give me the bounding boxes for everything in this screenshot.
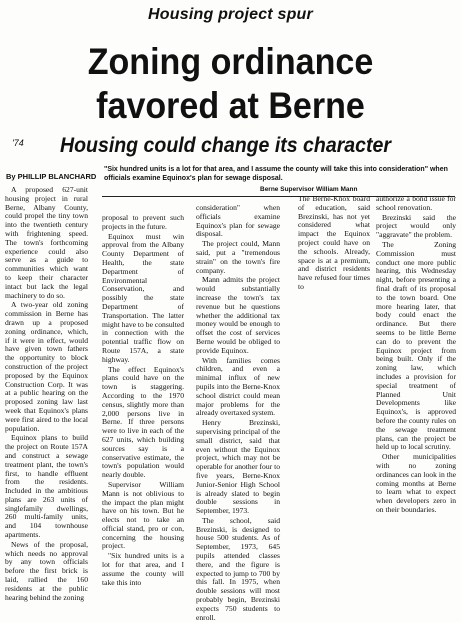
column-2 [102,214,184,587]
paragraph: The Berne-Knox board of education, said Brezinski, has not yet considered what impact the Equinox project could have on the schools. Already, space is at a premium, and district residents have refused four times to [298,194,370,291]
paragraph: A two-year old zoning commission in Berne has drawn up a proposed zoning ordinance, which, if it were in effect, would have given town fathers the opportunity to block construction of the project proposed by the Equinox Construction Corp. It was at a public hearing on the proposed zoning law last week that Equinox's plans were first aired to the local population. [5,300,88,433]
paragraph: The Zoning Commission must conduct one more public hearing, this Wednesday night, before presenting a final draft of its proposal to the town board. One more hearing later, that body could enact the ordinance. But there seems to be little Berne can do to prevent the Equinox project from being built. Only if the zoning law, which includes a provision for special treatment of Planned Unit Developments like Equinox's, is approved before the county rules on the sewage treatment plans, can the project be held up to local scrutiny. [376,239,456,452]
paragraph: Brezinski said the project would only "aggravate" the problem. [376,212,456,240]
handwritten-year-mark: '74 [12,138,24,148]
byline: By PHILLIP BLANCHARD [6,172,97,181]
paragraph: Equinox plans to build the project on Route 157A and construct a sewage treatment plant, the town's first, to handle effluent from the residents. Included in the ambitious plans are 263 units of singlefamily dwellings, 260 multi-family units, and 104 townhouse apartments. [5,433,88,540]
paragraph: Henry Brezinski, supervising principal of the small district, said that even without the Equinox project, which may not be operable for another four to five years, Berne-Knox Junior-Senior High School is already slated to begin double sessions in September, 1973. [196,418,280,516]
paragraph: authorize a bond issue for school renovation. [376,194,456,212]
paragraph: The project could, Mann said, put a "tremendous strain" on the town's fire company. [196,239,280,275]
paragraph: "Six hundred units is a lot for that area, and I assume the county will take this into [102,551,184,587]
paragraph: consideration" when officials examine Equinox's plan for sewage disposal. [196,203,280,239]
deck-headline: Housing could change its character [60,134,392,157]
paragraph: With families comes children, and even a minimal influx of new pupils into the Berne-Knox school district could mean major problems for the already overtaxed system. [196,355,280,418]
column-3 [196,204,280,622]
kicker: Housing project spur [148,6,313,23]
headline-line-1: Zoning ordinance [87,41,374,82]
paragraph: The effect Equinox's plans could have on the town is staggering. According to the 1970 census, slightly more than 2,000 persons live in Berne. If three persons were to live in each of the 627 units, which building sources say is a conservative estimate, the town's population would nearly double. [102,364,184,480]
paragraph: proposal to prevent such projects in the future. [102,213,184,231]
headline-line-2: favored at Berne [96,85,365,126]
column-5 [376,195,456,515]
paragraph: Other municipalities with no zoning ordinances can look in the coming months at Berne to learn what to expect when developers zero in on their boundaries. [376,452,456,514]
paragraph: Equinox must win approval from the Albany County Department of Health, the state Department of Environmental Conservation, and possibly the state Department of Transportation. The latter might have to be consulted in connection with the potential traffic flow on Route 157A, a state highway. [102,231,184,364]
pull-quote: "Six hundred units is a lot for that area, and I assume the county will take this into consideration" when officials examine Equinox's plan for sewage disposal. [104,166,448,182]
column-1 [5,186,88,602]
column-4 [298,195,370,292]
pull-quote-attribution: Berne Supervisor William Mann [260,186,358,193]
paragraph: Supervisor William Mann is not oblivious to the impact the plan might have on his town. But he elects not to take an official stand, pro or con, concerning the housing project. [102,479,184,551]
paragraph: Mann admits the project would substantially increase the town's tax revenue but he questions whether the additional tax money would be enough to offset the cost of services Berne would be obliged to provide Equinox. [196,275,280,355]
paragraph: News of the proposal, which needs no approval by any town officials before the first brick is laid, rallied the 160 residents at the public hearing behind the zoning [5,539,88,602]
paragraph: A proposed 627-unit housing project in rural Berne, Albany County, could propel the tiny town into the twentieth century with frightening speed. The town's forthcoming experience could also serve as a guide to communities which want to keep their character intact but lack the legal machinery to do so. [5,185,88,300]
paragraph: The school, said Brezinski, is designed to house 500 students. As of September, 1973, 645 pupils attended classes there, and the figure is expected to jump to 700 by this fall. In 1975, when double sessions will most probably begin, Brezinski expects 750 students to enroll. [196,515,280,622]
